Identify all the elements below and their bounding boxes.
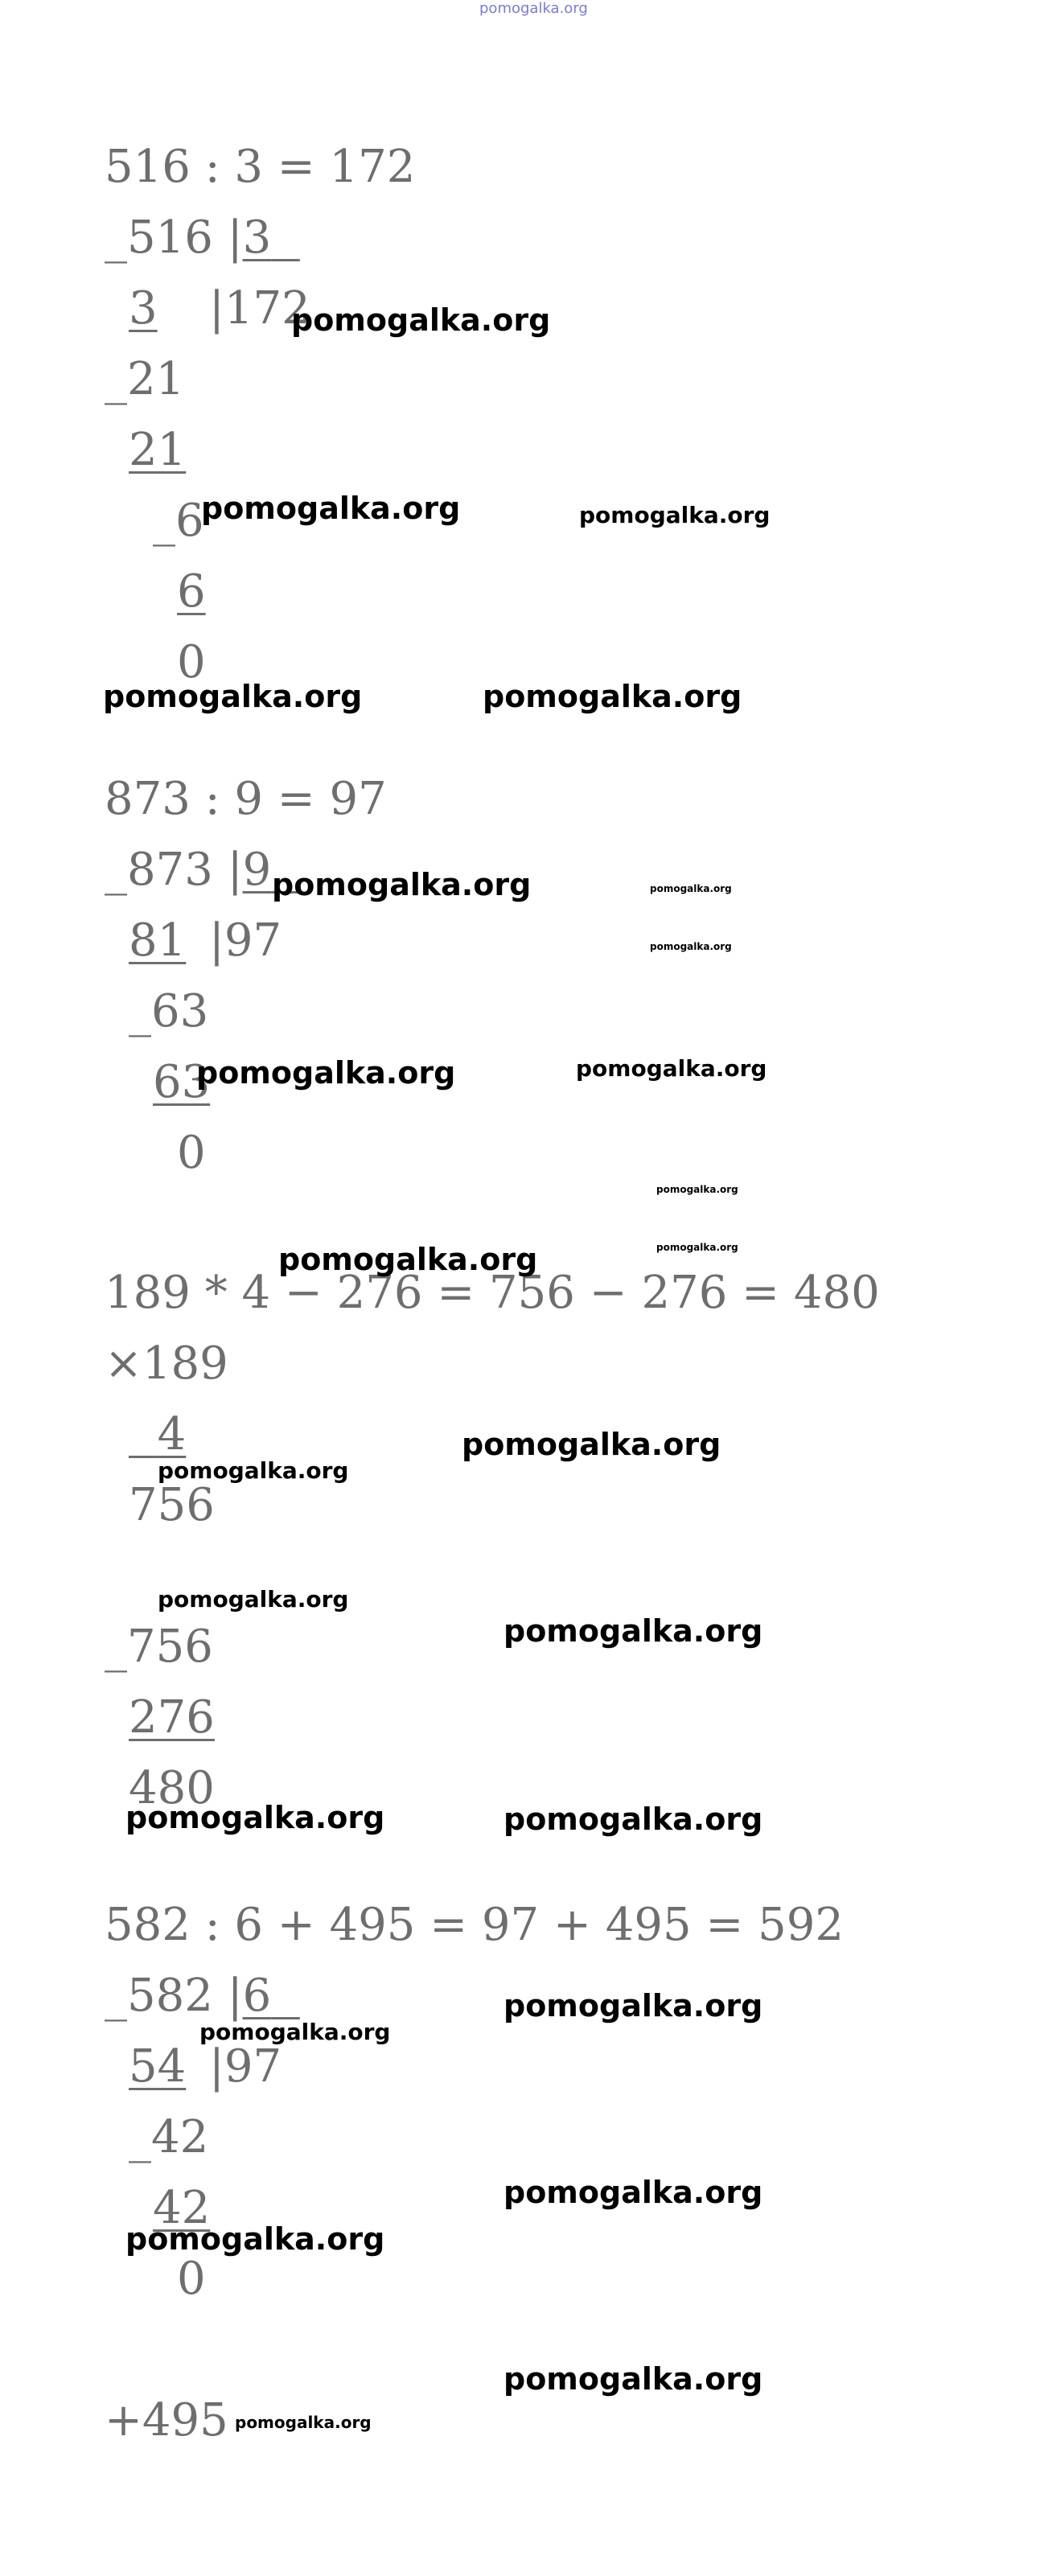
watermark-text: pomogalka.org [199, 2019, 391, 2045]
watermark-text: pomogalka.org [291, 302, 551, 338]
watermark-text: pomogalka.org [650, 883, 732, 894]
watermark-text: pomogalka.org [158, 1586, 349, 1613]
watermark-text: pomogalka.org [196, 1055, 456, 1091]
watermark-text: pomogalka.org [125, 2221, 385, 2257]
long-division-remainder: 0 [177, 636, 206, 688]
multiplication-multiplicand: ×189 [105, 1337, 228, 1390]
watermark-text: pomogalka.org [503, 1988, 763, 2023]
long-division-step: 63 [153, 1056, 211, 1108]
watermark-text: pomogalka.org [579, 502, 771, 528]
watermark-text: pomogalka.org [462, 1427, 721, 1462]
equation-2: 873 : 9 = 97 [105, 773, 387, 825]
watermark-text: pomogalka.org [201, 491, 461, 526]
multiplication-multiplier: 4 [157, 1408, 187, 1461]
watermark-text: pomogalka.org [656, 1184, 738, 1195]
long-division-step: 6 [177, 565, 206, 618]
watermark-text: pomogalka.org [235, 2413, 372, 2432]
equation-1: 516 : 3 = 172 [105, 141, 416, 193]
watermark-text: pomogalka.org [656, 1242, 738, 1253]
long-division-step: 42 [153, 2182, 211, 2234]
watermark-text: pomogalka.org [503, 1802, 763, 1837]
long-division-step: 81 [129, 914, 187, 967]
subtraction-minuend: _756 [105, 1621, 213, 1673]
long-division-remainder: 0 [177, 1127, 206, 1179]
watermark-text: pomogalka.org [503, 2361, 763, 2397]
site-header-watermark: pomogalka.org [479, 0, 588, 17]
watermark-text: pomogalka.org [483, 679, 742, 714]
watermark-text: pomogalka.org [278, 1242, 538, 1277]
long-division-dividend: _582 |6 [105, 1970, 272, 2022]
long-division-quotient: |97 [209, 2040, 282, 2093]
watermark-text: pomogalka.org [576, 1055, 767, 1082]
long-division-quotient: |172 [209, 282, 310, 335]
long-division-step: 54 [129, 2040, 187, 2093]
long-division-step: 3 [129, 282, 158, 335]
multiplication-product: 756 [129, 1479, 215, 1531]
watermark-text: pomogalka.org [158, 1457, 349, 1484]
long-division-step: _42 [129, 2111, 209, 2163]
long-division-dividend: _516 |3 [105, 212, 272, 264]
long-division-step: 21 [129, 424, 187, 476]
subtraction-result: 480 [129, 1762, 215, 1814]
watermark-text: pomogalka.org [503, 1613, 763, 1649]
subtraction-subtrahend: 276 [129, 1691, 215, 1744]
long-division-step: _63 [129, 985, 209, 1037]
watermark-text: pomogalka.org [103, 679, 363, 714]
watermark-text: pomogalka.org [650, 941, 732, 952]
watermark-text: pomogalka.org [125, 1800, 385, 1835]
watermark-text: pomogalka.org [503, 2175, 763, 2210]
long-division-dividend: _873 |9 [105, 844, 272, 896]
long-division-step: _6 [153, 495, 204, 547]
addition-addend: +495 [105, 2394, 228, 2447]
equation-4: 582 : 6 + 495 = 97 + 495 = 592 [105, 1899, 844, 1951]
equation-3: 189 * 4 − 276 = 756 − 276 = 480 [105, 1267, 880, 1319]
watermark-text: pomogalka.org [272, 867, 532, 902]
long-division-quotient: |97 [209, 914, 282, 967]
long-division-step: _21 [105, 353, 185, 405]
long-division-remainder: 0 [177, 2253, 206, 2305]
